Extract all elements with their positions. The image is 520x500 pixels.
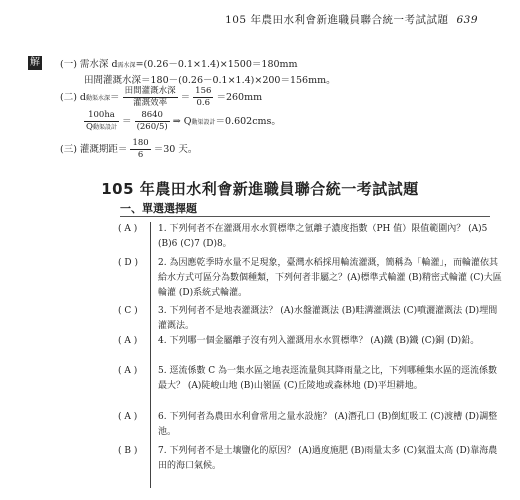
answer-key: ( C ) xyxy=(118,306,138,316)
question-item xyxy=(118,410,498,440)
question-text: 1. 下列何者不在灌溉用水水質標準之氫離子濃度指數（PH 值）限值範圍內？ (A)5 (B)6 (C)7 (D)8。 xyxy=(158,224,488,249)
answer-key: ( A ) xyxy=(118,224,138,234)
solution-line-1: (一) 需水深 d需水深=(0.26－0.1×1.4)×1500＝180mm xyxy=(60,59,298,70)
question-item xyxy=(118,334,498,364)
section-divider xyxy=(120,216,490,217)
answer-key: ( A ) xyxy=(118,366,138,376)
question-item xyxy=(118,364,498,410)
fraction: $\frac{\text{田間灌溉水深}}{\text{灌溉效率}}$ xyxy=(124,86,176,108)
exam-title: 105 年農田水利會新進職員聯合統一考試試題 xyxy=(101,180,419,198)
answer-key: ( A ) xyxy=(118,412,138,422)
answer-key: ( A ) xyxy=(118,336,138,346)
question-item xyxy=(118,444,498,474)
solution-line-2: 田間灌溉水深＝180－(0.26－0.1×1.4)×200＝156mm。 xyxy=(84,75,336,86)
question-text: 3. 下列何者不是地表灌溉法？ (A)水盤灌溉法 (B)畦溝灌溉法 (C)噴灑灌溉法 (D)埋間灌溉法。 xyxy=(158,306,498,331)
solution-line-4: $\frac{100ha}{\text{Q動渠設計}}$ ＝ $\frac{8640}{(260/5)}$ ⇒ Q動渠設計＝0.602cms。 xyxy=(86,110,281,132)
question-item xyxy=(118,256,502,302)
question-text: 7. 下列何者不是土壤鹽化的原因？ (A)過度施肥 (B)雨量太多 (C)氣溫太高 (D)靠海農田的海口氣候。 xyxy=(158,446,498,471)
question-item xyxy=(118,304,498,334)
fraction: $\frac{180}{6}$ xyxy=(132,138,149,160)
solution-line-5: (三) 灌溉期距＝ $\frac{180}{6}$ ＝30 天。 xyxy=(60,138,198,160)
question-text: 2. 為因應乾季時水量不足現象，臺灣水稻採用輪流灌溉，簡稱為「輪灌」，而輪灌依其給水方式可區分為數個種類，下列何者非屬之？(A)標準式輪灌 (B)精密式輪灌 (C)大區輪灌 (D)系統式輪灌。 xyxy=(158,258,502,298)
question-item xyxy=(118,222,498,252)
solution-badge: 解 xyxy=(30,57,40,68)
solution-line-3: (二) d動渠水深＝ $\frac{\text{田間灌溉水深}}{\text{灌溉效率}}$ ＝ $\frac{156}{0.6}$ ＝260mm xyxy=(60,86,263,108)
fraction: $\frac{156}{0.6}$ xyxy=(195,86,212,108)
section-heading: 一、單選選擇題 xyxy=(120,202,197,215)
running-header xyxy=(225,12,478,27)
answer-key: ( B ) xyxy=(118,446,138,456)
question-text: 6. 下列何者為農田水利會常用之量水設施？ (A)潛孔口 (B)倒虹吸工 (C)渡槽 (D)調整池。 xyxy=(158,412,498,437)
question-text: 4. 下列哪一個金屬離子沒有列入灌溉用水水質標準？ (A)鐵 (B)鐵 (C)銅 (D)鉛。 xyxy=(158,336,480,346)
header-title: 105 年農田水利會新進職員聯合統一考試試題 xyxy=(225,14,449,26)
fraction: $\frac{8640}{(260/5)}$ xyxy=(136,110,168,132)
fraction: $\frac{100ha}{\text{Q動渠設計}}$ xyxy=(86,110,117,132)
page-number: 639 xyxy=(456,14,478,26)
question-text: 5. 逕流係數 C 為一集水區之地表逕流量與其降雨量之比，下列哪種集水區的逕流係數最大？ (A)陡峻山地 (B)山嶺區 (C)丘陵地或森林地 (D)平坦耕地。 xyxy=(158,366,498,391)
answer-key: ( D ) xyxy=(118,258,138,268)
